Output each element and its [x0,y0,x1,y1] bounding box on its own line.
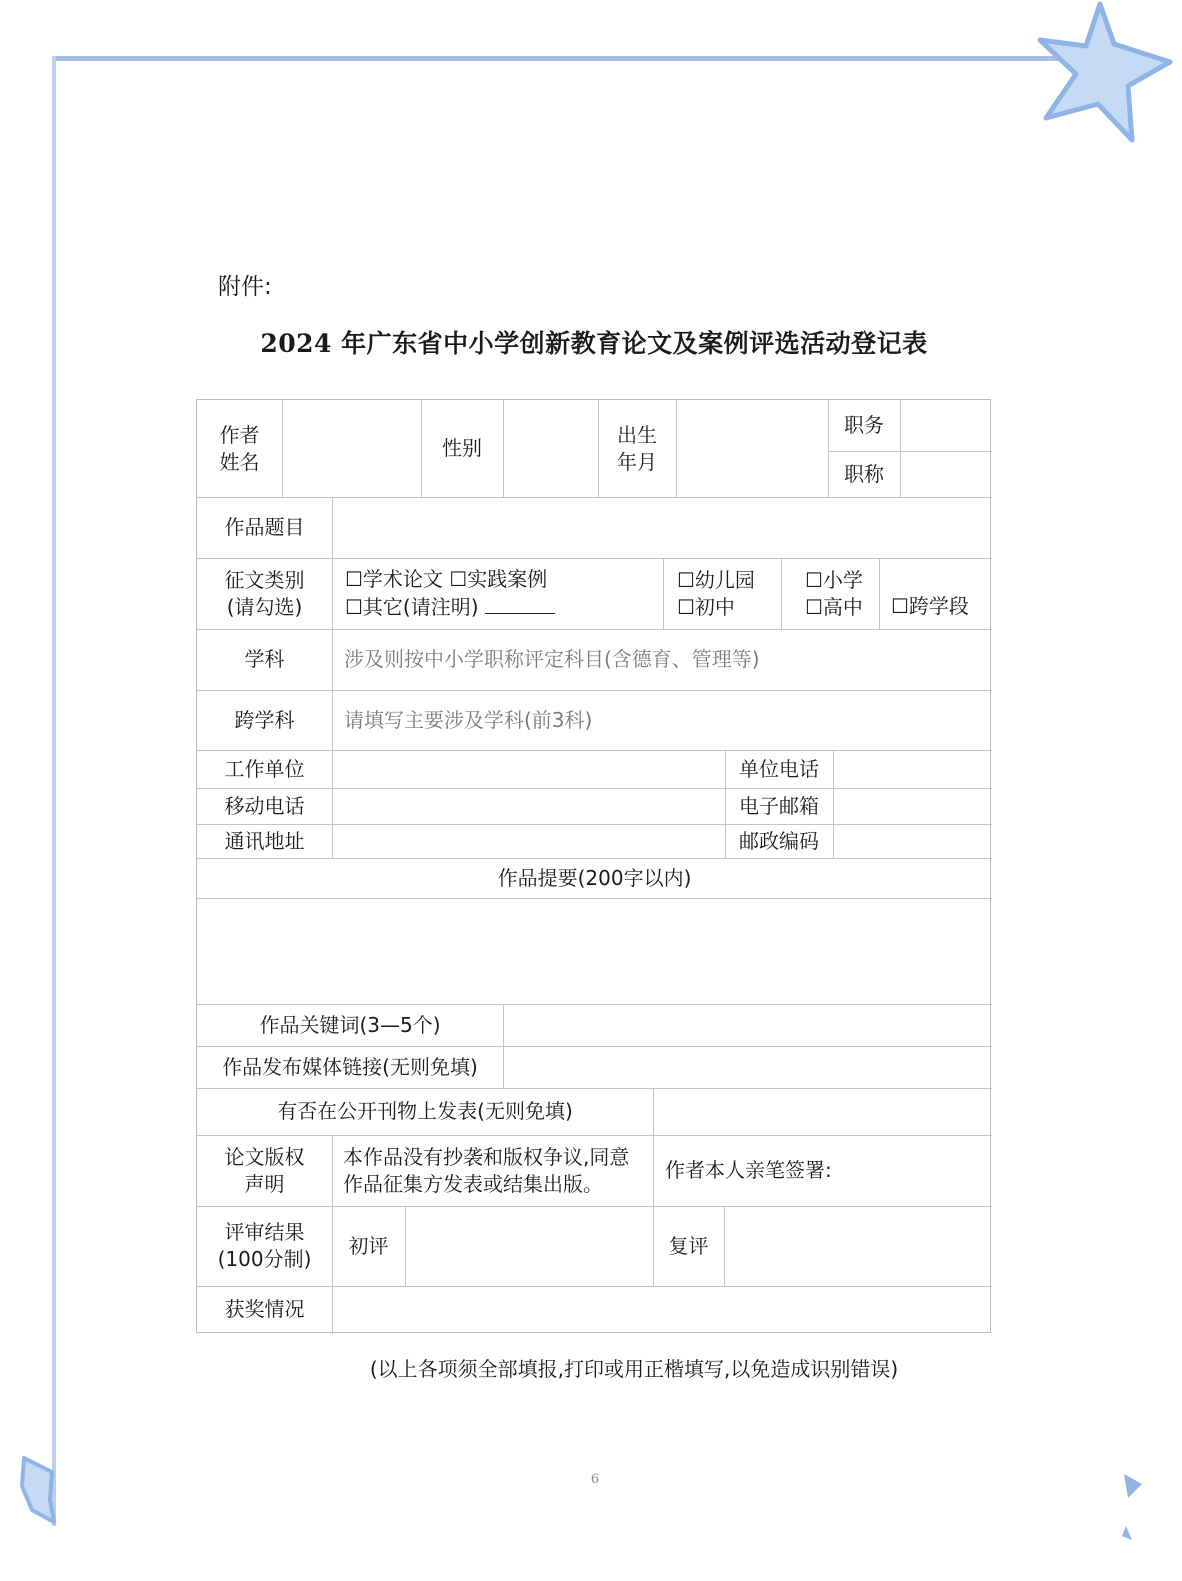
cross-subject-field[interactable]: 请填写主要涉及学科(前3科) [344,707,593,732]
review-label: 评审结果 (100分制) [217,1220,312,1271]
category-options-line2[interactable]: ☐其它(请注明) [345,593,555,621]
author-name-label: 作者 姓名 [219,422,260,474]
first-review-field[interactable] [405,1206,653,1286]
subject-field[interactable]: 涉及则按中小学职称评定科目(含德育、管理等) [344,647,760,671]
author-name-field[interactable] [282,400,421,497]
stage-options-a[interactable] [677,558,781,629]
first-review-label: 初评 [348,1233,389,1258]
media-link-field[interactable] [503,1046,992,1088]
category-options-line1[interactable]: ☐学术论文 ☐实践案例 [345,567,548,591]
postcode-label: 邮政编码 [739,828,819,853]
second-review-field[interactable] [724,1206,992,1286]
email-field[interactable] [833,788,992,824]
frame-left-border [52,56,56,1526]
category-label: 征文类别 (请勾选) [224,567,305,619]
signature-label: 作者本人亲笔签署: [665,1158,832,1182]
birth-label: 出生 年月 [617,422,657,474]
award-label: 获奖情况 [224,1297,305,1321]
stage-options-b[interactable] [805,558,879,629]
work-title-label: 作品题目 [224,515,305,539]
page-number: 6 [590,1472,600,1487]
unit-phone-field[interactable] [833,750,992,788]
mobile-field[interactable] [332,788,725,824]
star-icon [14,1450,64,1530]
abstract-label: 作品提要(200字以内) [497,865,692,890]
position-label: 职务 [844,413,884,437]
gender-label: 性别 [442,436,482,460]
gender-field[interactable] [503,400,598,497]
cross-subject-label: 跨学科 [234,707,295,732]
frame-top-border [54,56,1064,61]
copyright-label: 论文版权 声明 [224,1144,305,1196]
subject-label: 学科 [244,647,285,671]
published-label: 有否在公开刊物上发表(无则免填) [277,1099,573,1123]
stage-primary-checkbox[interactable]: ☐小学 [805,567,863,592]
work-unit-label: 工作单位 [224,756,305,781]
second-review-label: 复评 [668,1233,709,1258]
abstract-field[interactable] [197,898,992,1004]
keywords-label: 作品关键词(3—5个) [259,1012,441,1037]
keywords-field[interactable] [503,1004,992,1046]
title-field[interactable] [900,451,992,497]
attachment-label: 附件: [218,274,272,300]
category-options[interactable] [345,558,663,629]
address-label: 通讯地址 [224,828,305,853]
star-icon [1030,0,1180,145]
postcode-field[interactable] [833,824,992,858]
email-label: 电子邮箱 [739,793,819,818]
stage-senior-checkbox[interactable]: ☐高中 [805,594,863,619]
address-field[interactable] [332,824,725,858]
stage-junior-checkbox[interactable]: ☐初中 [677,594,735,619]
work-title-field[interactable] [332,497,992,558]
work-unit-field[interactable] [332,750,725,788]
award-field[interactable] [332,1286,992,1333]
other-blank[interactable] [485,593,555,614]
copyright-statement: 本作品没有抄袭和版权争议,同意作品征集方发表或结集出版。 [343,1144,630,1196]
position-field[interactable] [900,400,992,451]
published-field[interactable] [653,1088,992,1135]
unit-phone-label: 单位电话 [739,756,819,781]
registration-form-table [196,399,991,1333]
mobile-label: 移动电话 [224,793,305,818]
media-link-label: 作品发布媒体链接(无则免填) [222,1054,478,1079]
document-title: 2024 年广东省中小学创新教育论文及案例评选活动登记表 [260,329,928,358]
birth-field[interactable] [676,400,828,497]
footer-note: (以上各项须全部填报,打印或用正楷填写,以免造成识别错误) [369,1357,899,1381]
stage-kindergarten-checkbox[interactable]: ☐幼儿园 [677,567,755,592]
title-label: 职称 [844,461,884,486]
stage-cross-checkbox[interactable]: ☐跨学段 [891,593,969,618]
